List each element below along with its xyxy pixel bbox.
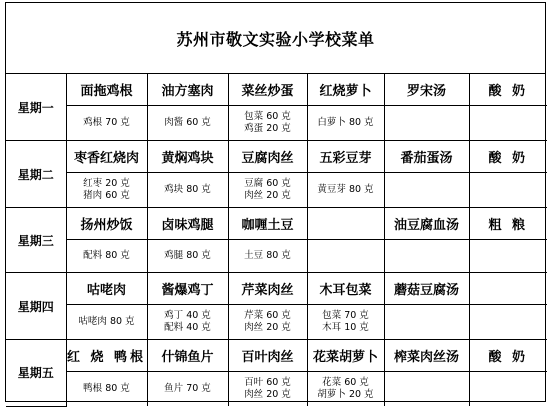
dish-name: 扬州炒饭 [66, 208, 147, 240]
dish-name: 酸 奶 [469, 340, 547, 372]
ingredient-amount: 配料 80 克 [83, 250, 130, 261]
ingredient-amount: 鸡根 70 克 [83, 117, 130, 128]
ingredient-cell [147, 305, 228, 340]
ingredient-cell [66, 372, 147, 407]
dish-name: 咕咾肉 [66, 273, 147, 305]
ingredient-amount: 鸡块 80 克 [164, 184, 211, 195]
ingredient-cell [469, 173, 547, 208]
ingredient-cell [66, 106, 147, 141]
weekday-label: 星期二 [6, 141, 66, 208]
dish-name: 蘑菇豆腐汤 [384, 273, 469, 305]
ingredient-cell [228, 305, 307, 340]
spec-row [6, 372, 547, 407]
ingredient-amount: 猪肉 60 克 [83, 190, 130, 201]
ingredient-cell [66, 240, 147, 273]
ingredient-amount: 鸡腿 80 克 [164, 250, 211, 261]
ingredient-cell [469, 240, 547, 273]
dish-row [6, 340, 547, 372]
dish-row [6, 208, 547, 240]
ingredient-amount: 芹菜 60 克 [244, 310, 291, 321]
dish-name: 酸 奶 [469, 74, 547, 106]
dish-name: 番茄蛋汤 [384, 141, 469, 173]
spec-row [6, 240, 547, 273]
ingredient-amount: 百叶 60 克 [244, 377, 291, 388]
ingredient-amount: 豆腐 60 克 [244, 178, 291, 189]
ingredient-cell [384, 240, 469, 273]
ingredient-amount: 配料 40 克 [164, 322, 211, 333]
weekday-label: 星期三 [6, 208, 66, 273]
ingredient-cell [66, 305, 147, 340]
menu-sheet [5, 2, 546, 402]
dish-name [469, 273, 547, 305]
ingredient-cell [469, 305, 547, 340]
dish-name: 芹菜肉丝 [228, 273, 307, 305]
spec-row [6, 305, 547, 340]
ingredient-amount: 鸡蛋 20 克 [244, 123, 291, 134]
dish-name: 粗 粮 [469, 208, 547, 240]
dish-name: 榨菜肉丝汤 [384, 340, 469, 372]
ingredient-amount: 胡萝卜 20 克 [317, 389, 374, 400]
dish-row [6, 141, 547, 173]
dish-name: 油豆腐血汤 [384, 208, 469, 240]
ingredient-cell [147, 106, 228, 141]
ingredient-cell [307, 305, 384, 340]
ingredient-amount: 肉丝 20 克 [244, 389, 291, 400]
ingredient-cell [66, 173, 147, 208]
spec-row [6, 106, 547, 141]
ingredient-amount: 红枣 20 克 [83, 178, 130, 189]
dish-name: 百叶肉丝 [228, 340, 307, 372]
ingredient-amount: 黄豆芽 80 克 [317, 184, 374, 195]
ingredient-amount: 鸡丁 40 克 [164, 310, 211, 321]
dish-row [6, 74, 547, 106]
ingredient-cell [228, 173, 307, 208]
ingredient-cell [147, 240, 228, 273]
ingredient-amount: 花菜 60 克 [322, 377, 369, 388]
ingredient-amount: 鸭根 80 克 [83, 383, 130, 394]
ingredient-cell [384, 106, 469, 141]
ingredient-amount: 肉酱 60 克 [164, 117, 211, 128]
ingredient-cell [147, 372, 228, 407]
ingredient-cell [307, 106, 384, 141]
dish-name: 卤味鸡腿 [147, 208, 228, 240]
dish-name: 油方塞肉 [147, 74, 228, 106]
menu-body [6, 74, 547, 406]
ingredient-cell [469, 372, 547, 407]
ingredient-amount: 土豆 80 克 [244, 250, 291, 261]
dish-name: 黄焖鸡块 [147, 141, 228, 173]
ingredient-cell [384, 372, 469, 407]
weekday-label: 星期一 [6, 74, 66, 141]
dish-name: 咖喱土豆 [228, 208, 307, 240]
ingredient-amount: 咕咾肉 80 克 [78, 316, 135, 327]
menu-title: 苏州市敬文实验小学校菜单 [6, 3, 545, 74]
dish-name: 木耳包菜 [307, 273, 384, 305]
ingredient-cell [228, 106, 307, 141]
ingredient-amount: 肉丝 20 克 [244, 322, 291, 333]
ingredient-cell [384, 305, 469, 340]
ingredient-amount: 木耳 10 克 [322, 322, 369, 333]
dish-name: 花菜胡萝卜 [307, 340, 384, 372]
dish-name: 酱爆鸡丁 [147, 273, 228, 305]
menu-table [6, 74, 547, 407]
ingredient-cell [384, 173, 469, 208]
spec-row [6, 173, 547, 208]
ingredient-cell [307, 372, 384, 407]
dish-name: 五彩豆芽 [307, 141, 384, 173]
ingredient-amount: 肉丝 20 克 [244, 190, 291, 201]
dish-name [307, 208, 384, 240]
dish-name: 酸 奶 [469, 141, 547, 173]
ingredient-cell [228, 372, 307, 407]
ingredient-cell [469, 106, 547, 141]
weekday-label: 星期五 [6, 340, 66, 407]
ingredient-amount: 包菜 60 克 [244, 111, 291, 122]
ingredient-cell [307, 173, 384, 208]
ingredient-cell [147, 173, 228, 208]
dish-row [6, 273, 547, 305]
weekday-label: 星期四 [6, 273, 66, 340]
dish-name: 枣香红烧肉 [66, 141, 147, 173]
ingredient-amount: 白萝卜 80 克 [317, 117, 374, 128]
ingredient-amount: 包菜 70 克 [322, 310, 369, 321]
dish-name: 什锦鱼片 [147, 340, 228, 372]
dish-name: 罗宋汤 [384, 74, 469, 106]
ingredient-cell [307, 240, 384, 273]
dish-name: 面拖鸡根 [66, 74, 147, 106]
dish-name: 豆腐肉丝 [228, 141, 307, 173]
dish-name: 红 烧 鸭根 [66, 340, 147, 372]
ingredient-amount: 鱼片 70 克 [164, 383, 211, 394]
dish-name: 红烧萝卜 [307, 74, 384, 106]
ingredient-cell [228, 240, 307, 273]
dish-name: 菜丝炒蛋 [228, 74, 307, 106]
